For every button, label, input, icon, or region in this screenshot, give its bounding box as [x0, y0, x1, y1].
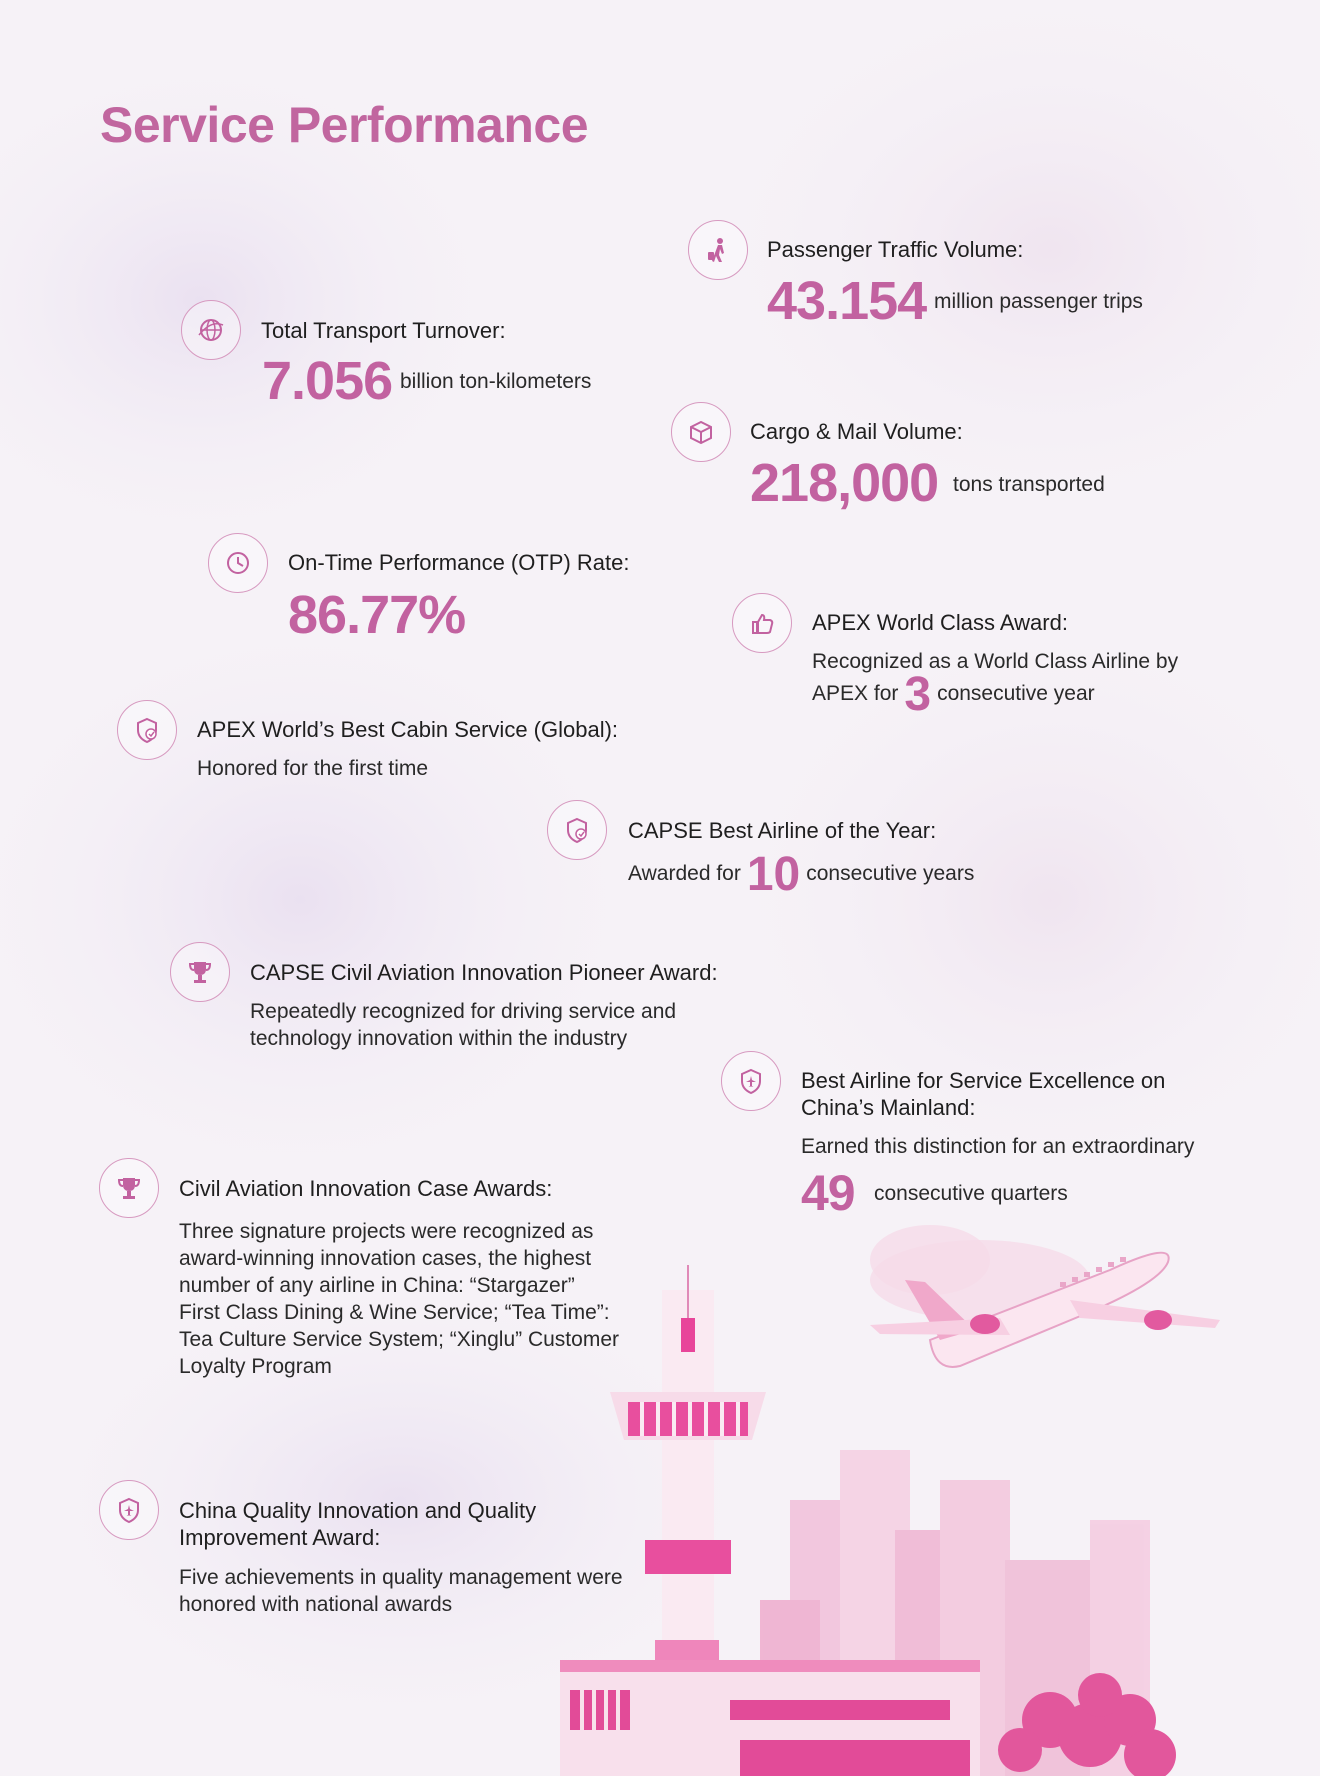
apex-world-class-post: consecutive year: [937, 682, 1095, 705]
cargo-mail-label: Cargo & Mail Volume:: [750, 419, 963, 444]
capse-best-airline-post: consecutive years: [806, 862, 975, 885]
innovation-case-line: First Class Dining & Wine Service; “Tea Time”:: [179, 1301, 610, 1324]
innovation-case-line: Tea Culture Service System; “Xinglu” Customer: [179, 1328, 619, 1351]
innovation-case-line: Three signature projects were recognized as: [179, 1220, 594, 1243]
apex-world-class-number: 3: [904, 667, 932, 721]
trophy-icon: [99, 1158, 159, 1218]
innovation-case-line: number of any airline in China: “Stargazer”: [179, 1274, 575, 1297]
shield-plane-icon: [721, 1051, 781, 1111]
apex-world-class-line2: [812, 667, 1095, 721]
clock-icon: [208, 533, 268, 593]
capse-pioneer-desc-line2: technology innovation within the industry: [250, 1027, 628, 1050]
cargo-box-icon: [671, 402, 731, 462]
service-excellence-number: 49: [801, 1165, 855, 1221]
capse-best-airline-number: 10: [746, 847, 801, 901]
trophy-icon: [170, 942, 230, 1002]
shield-plane-icon: [99, 1480, 159, 1540]
globe-icon: [181, 300, 241, 360]
cargo-mail-value: 218,000: [750, 453, 939, 513]
transport-turnover-unit: billion ton-kilometers: [400, 370, 592, 393]
apex-cabin-service-desc: Honored for the first time: [197, 757, 429, 780]
capse-best-airline-line: [628, 847, 975, 901]
otp-value: 86.77%: [288, 585, 466, 645]
innovation-case-label: Civil Aviation Innovation Case Awards:: [179, 1176, 553, 1201]
passenger-traffic-unit: million passenger trips: [934, 290, 1143, 313]
quality-award-desc-line1: Five achievements in quality management were: [179, 1566, 623, 1589]
shield-check-icon: [117, 700, 177, 760]
quality-award-desc-line2: honored with national awards: [179, 1593, 453, 1616]
capse-pioneer-desc-line1: Repeatedly recognized for driving service and: [250, 1000, 677, 1023]
page-title: Service Performance: [100, 97, 589, 153]
service-excellence-label-line2: China’s Mainland:: [801, 1095, 976, 1120]
transport-turnover-value: 7.056: [262, 351, 393, 411]
capse-best-airline-label: CAPSE Best Airline of the Year:: [628, 818, 937, 843]
passenger-traffic-label: Passenger Traffic Volume:: [767, 237, 1024, 262]
apex-world-class-pre: APEX for: [812, 682, 899, 705]
capse-pioneer-label: CAPSE Civil Aviation Innovation Pioneer Award:: [250, 960, 718, 985]
passenger-traffic-value: 43.154: [767, 271, 927, 331]
quality-award-label-line2: Improvement Award:: [179, 1525, 381, 1550]
shield-check-icon: [547, 800, 607, 860]
capse-best-airline-pre: Awarded for: [628, 862, 741, 885]
apex-cabin-service-label: APEX World’s Best Cabin Service (Global):: [197, 717, 619, 742]
service-excellence-desc: Earned this distinction for an extraordinary: [801, 1135, 1195, 1158]
cargo-mail-unit: tons transported: [953, 473, 1105, 496]
service-excellence-post: consecutive quarters: [874, 1182, 1068, 1205]
walking-passenger-icon: [688, 220, 748, 280]
service-excellence-label-line1: Best Airline for Service Excellence on: [801, 1068, 1166, 1093]
transport-turnover-label: Total Transport Turnover:: [261, 318, 506, 343]
innovation-case-line: award-winning innovation cases, the highest: [179, 1247, 592, 1270]
apex-world-class-label: APEX World Class Award:: [812, 610, 1068, 635]
innovation-case-line: Loyalty Program: [179, 1355, 332, 1378]
apex-world-class-desc: Recognized as a World Class Airline by: [812, 650, 1179, 673]
otp-label: On-Time Performance (OTP) Rate:: [288, 550, 630, 575]
thumbs-up-icon: [732, 593, 792, 653]
quality-award-label-line1: China Quality Innovation and Quality: [179, 1498, 537, 1523]
